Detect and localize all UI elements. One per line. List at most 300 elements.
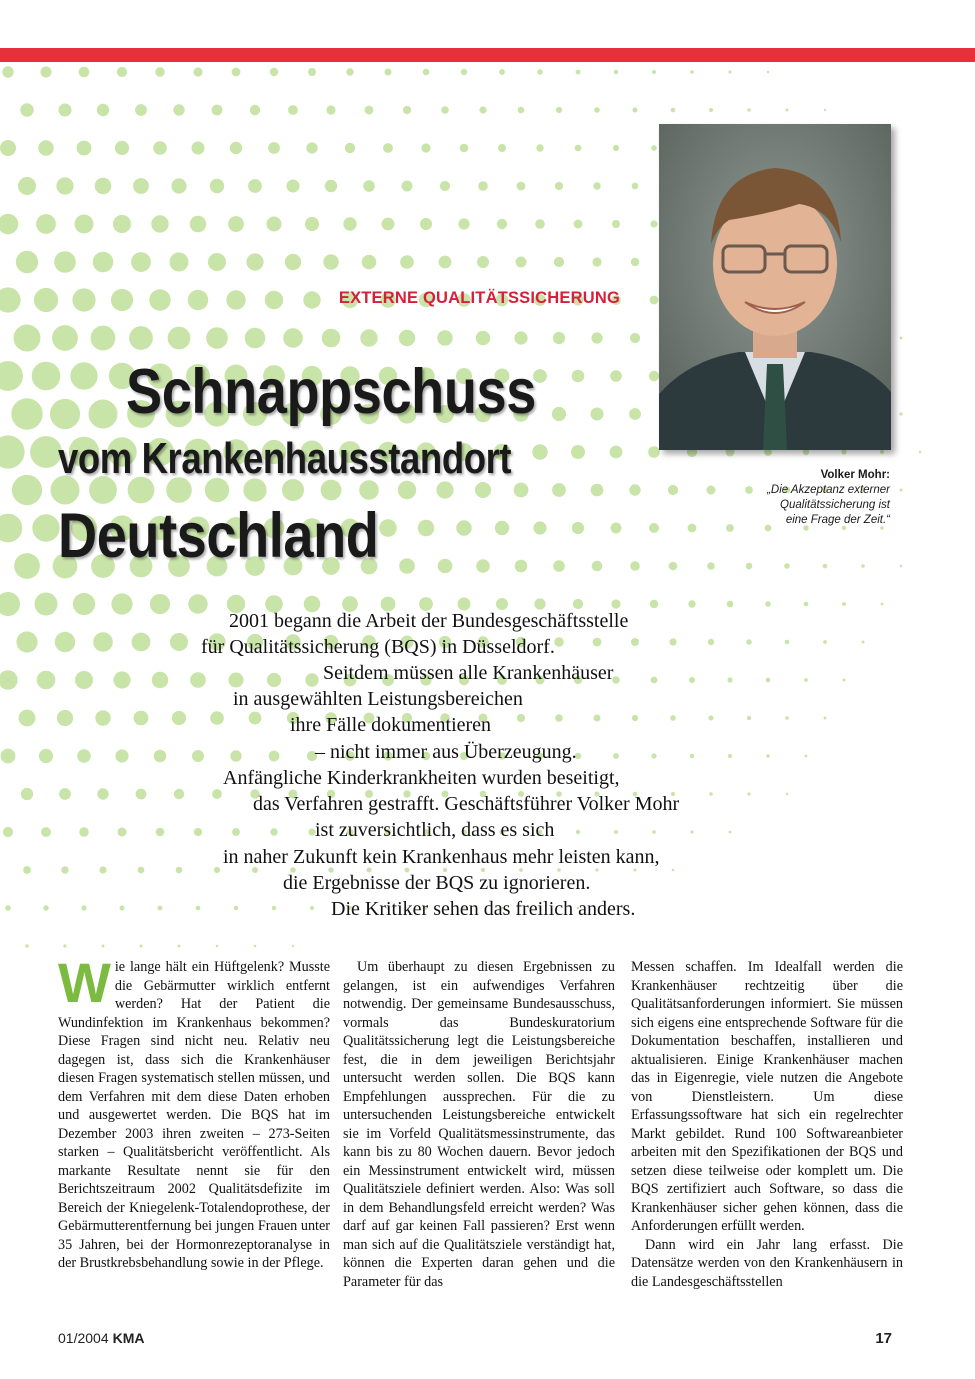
halftone-dot [111, 289, 133, 311]
halftone-dot [514, 331, 527, 344]
halftone-dot [19, 710, 36, 727]
halftone-dot [23, 866, 31, 874]
body-text: Messen schaffen. Im Idealfall werden die Krankenhäuser rechtzeitig über die Qualitätsanforderungen informiert. Sie müssen sich eigens eine entsprechende Software für die Dokumentation beschaffen, installieren und aktualisieren. Einige Krankenhäuser machen das in Eigenregie, viele nutzen die Angebote von Dienstleistern. Um diese Erfassungssoftware hat sich ein regelrechter Markt gebildet. Rund 100 Softwareanbieter arbeiten mit den Spezifikationen der BQS und setzen diese teilweise oder komplett um. Die BQS zertifiziert auch Software, so dass die Krankenhäuser sicher gehen können, dass die Anforderungen erfüllt werden. [631, 959, 903, 1234]
footer-issue-number: 01/2004 [58, 1330, 109, 1346]
halftone-dot [93, 252, 114, 273]
halftone-dot [479, 106, 486, 113]
halftone-dot [402, 181, 413, 192]
halftone-dot [158, 906, 163, 911]
halftone-dot [669, 562, 678, 571]
halftone-dot [861, 564, 865, 568]
halftone-dot [70, 362, 97, 389]
halftone-dot [229, 673, 244, 688]
halftone-dot [154, 750, 167, 763]
halftone-dot [499, 69, 505, 75]
halftone-dot [708, 639, 714, 645]
halftone-dot [804, 602, 809, 607]
halftone-dot [250, 105, 260, 115]
halftone-dot [610, 446, 623, 459]
halftone-dot [537, 69, 542, 74]
halftone-dot [784, 563, 790, 569]
halftone-dot [842, 602, 846, 606]
halftone-dot [152, 672, 168, 688]
halftone-dot [629, 484, 640, 495]
halftone-dot [629, 408, 641, 420]
halftone-dot [460, 144, 469, 153]
halftone-dot [555, 182, 563, 190]
halftone-dot [572, 370, 585, 383]
halftone-dot [308, 68, 316, 76]
halftone-dot [476, 559, 490, 573]
halftone-dot [35, 593, 58, 616]
halftone-dot [59, 104, 72, 117]
halftone-dot [1, 749, 16, 764]
intro-line: – nicht immer aus Überzeugung. [315, 741, 577, 763]
halftone-dot [135, 104, 147, 116]
halftone-dot [99, 866, 106, 873]
intro-line: Anfängliche Kinderkrankheiten wurden beseitigt, [223, 767, 620, 789]
halftone-dot [632, 715, 638, 721]
halftone-dot [228, 216, 244, 232]
halftone-dot [0, 287, 21, 312]
halftone-dot [365, 106, 374, 115]
halftone-dot [102, 945, 105, 948]
halftone-dot [81, 905, 86, 910]
halftone-dot [630, 333, 640, 343]
halftone-dot [306, 142, 317, 153]
halftone-dot [515, 560, 528, 573]
halftone-dot [214, 867, 220, 873]
halftone-dot [556, 107, 562, 113]
halftone-dot [171, 178, 186, 193]
halftone-dot [461, 69, 467, 75]
halftone-dot [3, 827, 13, 837]
halftone-dot [151, 215, 168, 232]
halftone-dot [594, 715, 601, 722]
halftone-dot [554, 257, 564, 267]
halftone-dot [190, 672, 206, 688]
halftone-dot [95, 178, 112, 195]
halftone-dot [79, 67, 90, 78]
body-text: ie lange hält ein Hüftgelenk? Musste die Gebärmutter wirklich entfernt werden? Hat der Patient die Wundinfektion im Krankenhaus bekommen? Diese Fragen sind nicht neu. Relativ neu dagegen ist, dass sich die Krankenhäuser diesen Fragen systematisch stellen müssen, und dem Verfahren mit dem diese Daten erhoben und ausgewertet werden. Die BQS hat im Dezember 2003 ihren zweiten – 273-Seiten starken – Qualitätsbericht veröffentlicht. Als markante Resultate nennt sie für den Berichtszeitraum 2002 Qualitätsdefizite im Bereich der Kniegelenk-Totalendoprothese, der Gebärmutterentfernung bei jungen Frauen unter 35 Jahren, bei der Hormonrezeptoranalyse in der Brustkrebsbehandlung sowie in der Pflege. [58, 959, 330, 1271]
halftone-dot [285, 254, 301, 270]
halftone-dot [651, 145, 657, 151]
halftone-dot [650, 296, 659, 305]
halftone-dot [153, 141, 167, 155]
halftone-dot [650, 220, 657, 227]
halftone-dot [552, 483, 566, 497]
halftone-dot [2, 66, 13, 77]
halftone-dot [517, 714, 525, 722]
halftone-dot [150, 594, 170, 614]
halftone-dot [688, 524, 697, 533]
halftone-dot [746, 563, 753, 570]
intro-line: das Verfahren gestrafft. Geschäftsführer Volker Mohr [253, 793, 680, 815]
body-text: Dann wird ein Jahr lang erfasst. Die Datensätze werden von den Krankenhäusern in die Landesgeschäftsstellen [631, 1236, 903, 1290]
halftone-dot [97, 788, 108, 799]
halftone-dot [382, 218, 395, 231]
halftone-dot [594, 107, 600, 113]
halftone-dot [575, 145, 582, 152]
halftone-dot [245, 328, 266, 349]
halftone-dot [138, 867, 145, 874]
halftone-dot [14, 325, 41, 352]
halftone-dot [73, 593, 95, 615]
halftone-dot [283, 328, 303, 348]
halftone-dot [268, 142, 280, 154]
halftone-dot [5, 905, 11, 911]
halftone-dot [399, 330, 415, 346]
halftone-dot [89, 400, 118, 429]
halftone-dot [383, 143, 393, 153]
halftone-dot [174, 789, 184, 799]
section-kicker: EXTERNE QUALITÄTSSICHERUNG [338, 289, 620, 307]
halftone-dot [194, 828, 202, 836]
halftone-dot [75, 215, 94, 234]
halftone-dot [591, 484, 604, 497]
halftone-dot [38, 140, 53, 155]
halftone-dot [611, 523, 622, 534]
halftone-dot [230, 142, 242, 154]
halftone-dot [72, 288, 95, 311]
halftone-dot [267, 673, 281, 687]
halftone-dot [728, 70, 731, 73]
halftone-dot [140, 945, 143, 948]
footer-issue [58, 1330, 145, 1346]
intro-line: Seitdem müssen alle Krankenhäuser [323, 662, 614, 684]
halftone-dot [36, 214, 56, 234]
intro-line: Die Kritiker sehen das freilich anders. [331, 898, 636, 920]
halftone-dot [880, 450, 884, 454]
halftone-dot [192, 142, 205, 155]
body-column-1 [58, 951, 330, 1273]
footer-brand: KMA [112, 1330, 145, 1346]
halftone-dot [823, 564, 828, 569]
halftone-dot [249, 712, 262, 725]
halftone-dot [576, 70, 581, 75]
halftone-dot [786, 109, 789, 112]
halftone-dot [115, 141, 129, 155]
halftone-dot [553, 332, 565, 344]
halftone-dot [576, 830, 580, 834]
halftone-dot [612, 220, 620, 228]
halftone-dot [188, 594, 207, 613]
halftone-dot [709, 792, 713, 796]
halftone-dot [420, 218, 432, 230]
halftone-dot [630, 561, 640, 571]
halftone-dot [690, 830, 693, 833]
halftone-dot [117, 67, 127, 77]
halftone-dot [0, 592, 20, 616]
halftone-dot [95, 710, 110, 725]
halftone-dot [20, 103, 33, 116]
halftone-dot [136, 789, 147, 800]
halftone-dot [267, 217, 282, 232]
halftone-dot [343, 217, 356, 230]
body-text: Um überhaupt zu diesen Ergebnissen zu gelangen, ist ein aufwendiges Verfahren notwendig. Der gemeinsame Bundesausschuss, vormals das Bundeskuratorium Qualitätssicherung legt die Leistungsbereiche fest, die in dem jeweiligen Berichtsjahr untersucht werden sollen. Die BQS kann Empfehlungen aussprechen. Für die zu untersuchenden Leistungsbereiche entwickelt sie im Vorfeld Qualitätsmessinstrumente, das kann bis zu 80 Wochen dauern. Bevor jedoch ein Messinstrument entwickelt wird, müssen Qualitätsziele definiert werden. Also: Was soll in dem Behandlungsfeld erreicht werden? Was darf auf gar keinen Fall passieren? Erst wenn man sich auf die Qualitätsziele verständigt hat, können die Experten daran gehen und die Parameter für das [343, 959, 615, 1290]
halftone-dot [0, 361, 23, 391]
intro-line: die Ergebnisse der BQS zu ignorieren. [283, 872, 591, 894]
halftone-dot [727, 601, 734, 608]
halftone-dot [728, 754, 732, 758]
halftone-dot [437, 330, 452, 345]
halftone-dot [690, 70, 694, 74]
halftone-dot [59, 788, 71, 800]
halftone-dot [418, 520, 435, 537]
halftone-dot [0, 140, 16, 156]
headline-line-2: vom Krankenhausstandort [58, 434, 512, 483]
halftone-dot [670, 715, 676, 721]
halftone-dot [16, 251, 38, 273]
halftone-dot [232, 68, 241, 77]
portrait-photo [659, 124, 891, 450]
halftone-dot [475, 482, 491, 498]
halftone-dot [192, 750, 204, 762]
halftone-dot [440, 181, 450, 191]
halftone-dot [423, 69, 430, 76]
halftone-dot [363, 180, 375, 192]
intro-line: ihre Fälle dokumentieren [290, 714, 492, 736]
halftone-dot [269, 751, 280, 762]
halftone-dot [133, 178, 149, 194]
halftone-dot [592, 561, 603, 572]
halftone-dot [32, 362, 61, 391]
halftone-dot [170, 253, 189, 272]
halftone-dot [572, 522, 584, 534]
halftone-dot [11, 398, 42, 429]
halftone-dot [210, 711, 224, 725]
page-number: 17 [875, 1330, 892, 1347]
halftone-dot [593, 182, 600, 189]
halftone-dot [0, 514, 22, 543]
halftone-dot [97, 104, 109, 116]
halftone-dot [804, 678, 808, 682]
halftone-dot [346, 68, 353, 75]
halftone-dot [498, 144, 506, 152]
halftone-dot [41, 827, 51, 837]
halftone-dot [32, 514, 59, 541]
caption-quote-line: eine Frage der Zeit.“ [785, 514, 890, 526]
halftone-dot [21, 788, 33, 800]
halftone-dot [650, 600, 658, 608]
halftone-dot [841, 449, 846, 454]
halftone-dot [322, 329, 341, 348]
headline-line-1: Schnappschuss [126, 357, 536, 427]
photo-caption [700, 468, 890, 528]
halftone-dot [747, 108, 750, 111]
intro-line: für Qualitätssicherung (BQS) in Düsseldorf. [201, 636, 555, 658]
halftone-dot [669, 638, 676, 645]
halftone-dot [614, 70, 618, 74]
halftone-dot [671, 108, 676, 113]
halftone-dot [518, 107, 525, 114]
halftone-dot [0, 435, 25, 468]
halftone-dot [156, 828, 165, 837]
halftone-dot [12, 475, 42, 505]
halftone-dot [805, 755, 808, 758]
halftone-dot [170, 633, 188, 651]
halftone-dot [61, 866, 68, 873]
halftone-dot [843, 679, 846, 682]
halftone-dot [497, 219, 507, 229]
halftone-dot [649, 523, 659, 533]
halftone-dot [747, 792, 750, 795]
caption-quote-line: Qualitätssicherung ist [780, 499, 890, 511]
halftone-dot [325, 180, 337, 192]
halftone-dot [57, 710, 73, 726]
halftone-dot [56, 177, 73, 194]
halftone-dot [900, 489, 903, 492]
halftone-dot [651, 677, 658, 684]
intro-line: in naher Zukunft kein Krankenhaus mehr leisten kann, [223, 846, 660, 868]
halftone-dot [118, 828, 127, 837]
halftone-dot [188, 290, 208, 310]
halftone-dot [439, 256, 452, 269]
body-column-3 [631, 958, 903, 1291]
halftone-dot [649, 371, 659, 381]
halftone-dot [173, 104, 184, 115]
halftone-dot [230, 750, 241, 761]
halftone-dot [43, 905, 48, 910]
halftone-dot [729, 831, 732, 834]
halftone-dot [113, 671, 130, 688]
halftone-dot [288, 105, 298, 115]
halftone-dot [254, 945, 257, 948]
halftone-dot [652, 70, 656, 74]
halftone-dot [514, 483, 529, 498]
halftone-dot [55, 632, 75, 652]
halftone-dot [727, 677, 732, 682]
halftone-dot [212, 789, 222, 799]
halftone-dot [91, 326, 116, 351]
halftone-dot [862, 641, 865, 644]
halftone-dot [554, 637, 564, 647]
halftone-dot [134, 711, 149, 726]
halftone-dot [399, 558, 415, 574]
halftone-dot [400, 255, 414, 269]
halftone-dot [190, 216, 207, 233]
portrait-illustration [659, 124, 891, 450]
halftone-dot [574, 220, 583, 229]
halftone-dot [178, 945, 181, 948]
halftone-dot [149, 289, 170, 310]
halftone-dot [360, 329, 377, 346]
intro-line: 2001 begann die Arbeit der Bundesgeschäftsstelle [229, 610, 629, 632]
halftone-dot [785, 716, 789, 720]
halftone-dot [111, 593, 132, 614]
halftone-dot [591, 332, 602, 343]
halftone-dot [611, 599, 620, 608]
halftone-dot [206, 327, 228, 349]
halftone-dot [0, 670, 18, 689]
halftone-dot [823, 640, 827, 644]
halftone-dot [573, 599, 583, 609]
halftone-dot [709, 108, 713, 112]
halftone-dot [456, 520, 471, 535]
halftone-dot [766, 754, 769, 757]
halftone-dot [326, 105, 335, 114]
halftone-dot [591, 408, 604, 421]
halftone-dot [79, 827, 88, 836]
halftone-dot [478, 181, 488, 191]
halftone-dot [610, 370, 622, 382]
halftone-dot [534, 598, 545, 609]
halftone-dot [345, 143, 355, 153]
halftone-dot [208, 253, 226, 271]
halftone-dot [672, 869, 675, 872]
halftone-dot [52, 325, 78, 351]
halftone-dot [131, 252, 151, 272]
halftone-dot [18, 177, 36, 195]
halftone-dot [272, 906, 276, 910]
caption-quote-line: „Die Akzeptanz externer [767, 484, 890, 496]
halftone-dot [632, 183, 639, 190]
halftone-dot [438, 559, 453, 574]
halftone-dot [196, 906, 201, 911]
halftone-dot [93, 632, 113, 652]
halftone-dot [614, 830, 618, 834]
halftone-dot [458, 218, 469, 229]
halftone-dot [75, 671, 93, 689]
halftone-dot [379, 519, 397, 537]
halftone-dot [533, 521, 546, 534]
halftone-dot [690, 754, 695, 759]
halftone-dot [516, 257, 527, 268]
halftone-dot [765, 601, 771, 607]
halftone-dot [193, 67, 202, 76]
halftone-dot [707, 562, 715, 570]
halftone-dot [900, 337, 903, 340]
halftone-dot [129, 326, 153, 350]
halftone-dot [155, 67, 165, 77]
halftone-dot [571, 445, 585, 459]
intro-line: ist zuversichtlich, dass es sich [315, 819, 555, 841]
halftone-dot [593, 638, 602, 647]
halftone-dot [899, 412, 902, 415]
halftone-dot [747, 716, 751, 720]
halftone-dot [77, 141, 92, 156]
halftone-dot [881, 603, 884, 606]
halftone-dot [900, 565, 903, 568]
halftone-dot [270, 68, 278, 76]
halftone-dot [270, 828, 277, 835]
halftone-dot [553, 560, 565, 572]
halftone-dot [323, 254, 338, 269]
halftone-dot [746, 639, 751, 644]
halftone-dot [766, 678, 771, 683]
halftone-dot [613, 145, 619, 151]
halftone-dot [50, 399, 80, 429]
halftone-dot [234, 906, 238, 910]
halftone-dot [688, 600, 695, 607]
halftone-dot [14, 553, 40, 579]
halftone-dot [216, 945, 219, 948]
halftone-dot [25, 944, 28, 947]
halftone-dot [517, 182, 526, 191]
halftone-dot [532, 444, 547, 459]
halftone-dot [305, 217, 319, 231]
halftone-dot [552, 407, 566, 421]
halftone-dot [651, 753, 656, 758]
halftone-dot [34, 288, 58, 312]
halftone-dot [476, 331, 490, 345]
halftone-dot [709, 716, 714, 721]
halftone-dot [120, 906, 125, 911]
halftone-dot [421, 143, 430, 152]
halftone-dot [54, 251, 76, 273]
halftone-dot [824, 717, 827, 720]
intro-line: in ausgewählten Leistungsbereichen [233, 688, 523, 710]
